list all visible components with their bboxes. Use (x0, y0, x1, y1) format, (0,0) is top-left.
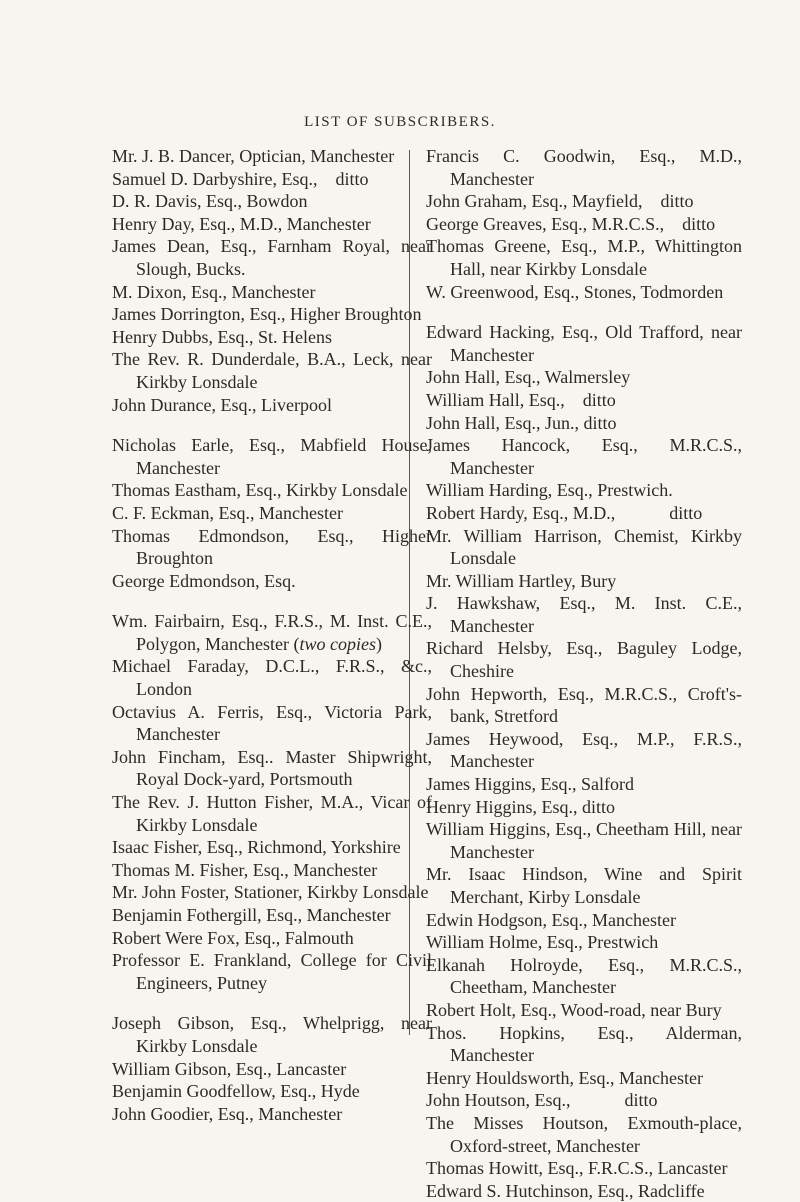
subscriber-entry: Octavius A. Ferris, Esq., Victoria Park, Manchester (112, 701, 432, 745)
subscriber-entry: Thomas Greene, Esq., M.P., Whittington Hall, near Kirkby Lonsdale (426, 236, 742, 279)
subscriber-entry: C. F. Eckman, Esq., Manchester (112, 502, 344, 523)
right-column (426, 145, 742, 1202)
subscriber-entry: John Durance, Esq., Liverpool (112, 394, 332, 415)
subscriber-entry: W. Greenwood, Esq., Stones, Todmorden (426, 281, 724, 302)
subscriber-entry: Elkanah Holroyde, Esq., M.R.C.S., Cheetham, Manchester (426, 954, 742, 998)
subscriber-entry: James Higgins, Esq., Salford (426, 774, 634, 795)
subscriber-entry: James Hancock, Esq., M.R.C.S., Manchester (426, 435, 742, 478)
subscriber-entry: Henry Dubbs, Esq., St. Helens (112, 326, 332, 347)
subscriber-entry: Thomas Eastham, Esq., Kirkby Lonsdale (112, 480, 408, 501)
subscriber-entry: Henry Higgins, Esq., ditto (426, 796, 615, 817)
section-gap (112, 416, 432, 434)
subscriber-entry: D. R. Davis, Esq., Bowdon (112, 191, 308, 212)
subscriber-entry: Robert Hardy, Esq., M.D., ditto (426, 502, 703, 523)
subscriber-entry: John Hall, Esq., Jun., ditto (426, 412, 617, 433)
subscriber-entry: Professor E. Frankland, College for Civil Engineers, Putney (112, 950, 432, 993)
subscriber-entry: Mr. William Hartley, Bury (426, 570, 617, 591)
subscriber-entry: Thomas Edmondson, Esq., Higher Broughton (112, 525, 432, 569)
subscriber-entry: William Gibson, Esq., Lancaster (112, 1058, 347, 1079)
subscriber-entry: Nicholas Earle, Esq., Mabfield House, Manchester (112, 435, 432, 478)
subscriber-entry: John Graham, Esq., Mayfield, ditto (426, 191, 694, 212)
subscriber-entry: Robert Holt, Esq., Wood-road, near Bury (426, 999, 722, 1020)
subscriber-entry: Edward S. Hutchinson, Esq., Radcliffe (426, 1180, 705, 1201)
subscriber-entry: Mr. William Harrison, Chemist, Kirkby Lonsdale (426, 525, 742, 569)
subscriber-entry: Henry Day, Esq., M.D., Manchester (112, 213, 371, 234)
subscriber-entry: Wm. Fairbairn, Esq., F.R.S., M. Inst. C.E., Polygon, Manchester (two copies) (112, 611, 432, 654)
subscriber-entry: J. Hawkshaw, Esq., M. Inst. C.E., Manchester (426, 593, 742, 636)
subscriber-entry: George Greaves, Esq., M.R.C.S., ditto (426, 213, 716, 234)
subscriber-entry: Francis C. Goodwin, Esq., M.D., Manchester (426, 146, 742, 189)
subscriber-entry: The Misses Houtson, Exmouth-place, Oxford-street, Manchester (426, 1112, 742, 1156)
subscriber-entry: The Rev. J. Hutton Fisher, M.A., Vicar of Kirkby Lonsdale (112, 792, 432, 835)
subscriber-entry: William Higgins, Esq., Cheetham Hill, near Manchester (426, 819, 742, 862)
subscriber-entry: William Harding, Esq., Prestwich. (426, 480, 673, 501)
left-column (112, 145, 432, 1125)
subscriber-entry: Isaac Fisher, Esq., Richmond, Yorkshire (112, 837, 401, 858)
subscriber-entry: M. Dixon, Esq., Manchester (112, 281, 316, 302)
section-gap (112, 592, 432, 610)
subscriber-entry: George Edmondson, Esq. (112, 570, 296, 591)
subscriber-entry: Benjamin Fothergill, Esq., Manchester (112, 905, 391, 925)
subscriber-entry: Thos. Hopkins, Esq., Alderman, Manchester (426, 1022, 742, 1066)
subscriber-entry: Thomas M. Fisher, Esq., Manchester (112, 859, 378, 880)
subscriber-entry: The Rev. R. Dunderdale, B.A., Leck, near Kirkby Lonsdale (112, 349, 432, 392)
subscriber-entry: Michael Faraday, D.C.L., F.R.S., &c., London (112, 656, 432, 700)
subscriber-entry: James Heywood, Esq., M.P., F.R.S., Manchester (426, 728, 742, 772)
subscriber-entry: John Hepworth, Esq., M.R.C.S., Croft's-bank, Stretford (426, 683, 742, 727)
subscriber-entry: James Dean, Esq., Farnham Royal, near Slough, Bucks. (112, 236, 432, 279)
subscriber-entry: Thomas Howitt, Esq., F.R.C.S., Lancaster (426, 1158, 728, 1179)
subscriber-entry: Benjamin Goodfellow, Esq., Hyde (112, 1081, 360, 1102)
subscriber-entry: James Dorrington, Esq., Higher Broughton (112, 304, 422, 325)
subscriber-entry: Mr. Isaac Hindson, Wine and Spirit Merchant, Kirby Lonsdale (426, 864, 742, 907)
subscriber-entry: Mr. J. B. Dancer, Optician, Manchester (112, 146, 395, 166)
subscriber-entry: Edward Hacking, Esq., Old Trafford, near Manchester (426, 322, 742, 365)
subscriber-entry: John Hall, Esq., Walmersley (426, 367, 631, 388)
subscriber-entry: Edwin Hodgson, Esq., Manchester (426, 909, 676, 930)
subscriber-entry: John Goodier, Esq., Manchester (112, 1103, 343, 1124)
subscriber-entry: Samuel D. Darbyshire, Esq., ditto (112, 168, 369, 189)
subscriber-entry: Henry Houldsworth, Esq., Manchester (426, 1067, 703, 1088)
subscriber-entry: Richard Helsby, Esq., Baguley Lodge, Cheshire (426, 638, 742, 682)
subscriber-entry: John Houtson, Esq., ditto (426, 1090, 658, 1111)
subscriber-entry: Joseph Gibson, Esq., Whelprigg, near Kirkby Lonsdale (112, 1013, 432, 1056)
subscriber-entry: William Hall, Esq., ditto (426, 389, 616, 410)
subscriber-entry: William Holme, Esq., Prestwich (426, 932, 659, 953)
subscriber-entry: Robert Were Fox, Esq., Falmouth (112, 927, 354, 948)
section-gap (426, 303, 742, 321)
section-gap (112, 994, 432, 1012)
subscriber-entry: Mr. John Foster, Stationer, Kirkby Lonsdale (112, 882, 429, 903)
page-header: LIST OF SUBSCRIBERS. (304, 114, 496, 130)
subscriber-entry: John Fincham, Esq.. Master Shipwright, Royal Dock-yard, Portsmouth (112, 746, 432, 790)
